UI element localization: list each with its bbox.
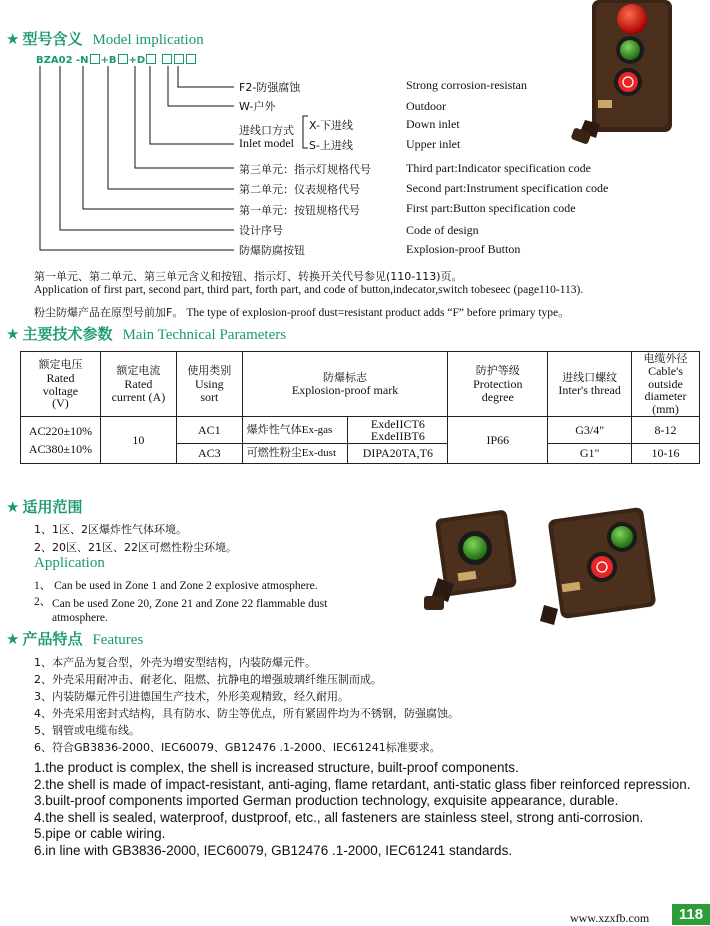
header-cell: 额定电流 Rated current (A) bbox=[100, 352, 176, 417]
star-icon: ★ bbox=[6, 630, 20, 648]
header-cell: 防爆标志 Explosion-proof mark bbox=[242, 352, 448, 417]
mark-dust-cell: DIPA20TA,T6 bbox=[348, 444, 448, 464]
feature-en-item: 5.pipe or cable wiring. bbox=[34, 826, 166, 841]
inlet-en: Inlet model bbox=[239, 136, 294, 150]
feature-cn-item: 4、外壳采用密封式结构，具有防水、防尘等优点，所有紧固件均为不锈钢，防强腐蚀。 bbox=[34, 707, 459, 720]
sort-cell: AC3 bbox=[176, 444, 242, 464]
model-item-cn: 防爆防腐按钮 bbox=[239, 244, 305, 257]
feature-en-item: 6.in line with GB3836-2000, IEC60079, GB12476 .1-2000, IEC61241 standards. bbox=[34, 842, 513, 858]
model-item-cn: X-下进线 bbox=[309, 119, 353, 132]
mark-gas-label: 爆炸性气体Ex-gas bbox=[242, 417, 348, 444]
feature-cn-item: 3、内装防爆元件引进德国生产技术，外形美观精致，经久耐用。 bbox=[34, 690, 349, 703]
model-bracket-lines bbox=[0, 60, 240, 260]
mark-gas-cell: ExdeIICT6 ExdeIIBT6 bbox=[348, 417, 448, 444]
thread-cell: G3/4" bbox=[548, 417, 632, 444]
feature-cn-item: 1、本产品为复合型，外壳为增安型结构，内装防爆元件。 bbox=[34, 656, 316, 669]
application-cn-item: 1、1区、2区爆炸性气体环境。 bbox=[34, 523, 187, 536]
thread-cell: G1" bbox=[548, 444, 632, 464]
feature-en-item: 1.the product is complex, the shell is increased structure, built-proof components. bbox=[34, 760, 519, 775]
model-item-en: Third part:Indicator specification code bbox=[406, 161, 591, 175]
model-item-en: Down inlet bbox=[406, 117, 460, 131]
feature-cn-item: 5、钢管或电缆布线。 bbox=[34, 724, 140, 737]
features-heading: ★ 产品特点 Features bbox=[6, 630, 144, 648]
feature-en-item: 3.built-proof components imported German production technology, exquisite appearance, durable. bbox=[34, 793, 619, 808]
header-cell: 使用类别 Using sort bbox=[176, 352, 242, 417]
feature-cn-item: 2、外壳采用耐冲击、耐老化、阻燃、抗静电的增强玻璃纤维压制而成。 bbox=[34, 673, 382, 686]
application-cn-item: 2、20区、21区、22区可燃性粉尘环境。 bbox=[34, 541, 237, 554]
cable-cell: 8-12 bbox=[632, 417, 700, 444]
model-item-en: First part:Button specification code bbox=[406, 201, 576, 215]
model-heading: ★ 型号含义 Model implication bbox=[6, 30, 204, 48]
params-heading: ★ 主要技术参数 Main Technical Parameters bbox=[6, 325, 287, 343]
model-item-en: Outdoor bbox=[406, 99, 446, 113]
header-cell: 防护等级 Protection degree bbox=[448, 352, 548, 417]
voltage-cell: AC220±10% AC380±10% bbox=[21, 417, 101, 464]
product-image-single-button bbox=[420, 510, 520, 620]
inlet-cn: 进线口方式 bbox=[239, 124, 294, 137]
application-en-item: 1、 Can be used in Zone 1 and Zone 2 explosive atmosphere. bbox=[34, 580, 318, 592]
feature-en-item: 2.the shell is made of impact-resistant, anti-aging, flame retardant, anti-static glass fiber reinforced repression. bbox=[34, 776, 691, 792]
note-en: Application of first part, second part, third part, forth part, and code of button,indecator,switch tobeseec (page110-113). bbox=[34, 284, 584, 296]
sort-cell: AC1 bbox=[176, 417, 242, 444]
model-item-cn: 第二单元：仪表规格代号 bbox=[239, 183, 360, 196]
mark-dust-label: 可燃性粉尘Ex-dust bbox=[242, 444, 348, 464]
model-item-cn: 第三单元：指示灯规格代号 bbox=[239, 163, 371, 176]
page-number: 118 bbox=[672, 904, 710, 925]
features-en-list bbox=[34, 760, 706, 859]
model-item-en: Strong corrosion-resistan bbox=[406, 78, 527, 92]
model-item-en: Code of design bbox=[406, 223, 479, 237]
protection-cell: IP66 bbox=[448, 417, 548, 464]
table-header-row bbox=[21, 352, 700, 417]
model-item-cn: S-上进线 bbox=[309, 139, 353, 152]
header-cell: 额定电压 Rated voltage (V) bbox=[21, 352, 101, 417]
footer-url: www.xzxfb.com bbox=[570, 911, 650, 925]
application-heading: ★ 适用范围 bbox=[6, 498, 83, 516]
note2-en: The type of explosion-proof dust=resistant product adds “F” before primary type。 bbox=[186, 307, 570, 319]
model-item-cn: 第一单元：按钮规格代号 bbox=[239, 204, 360, 217]
note2-cn: 粉尘防爆产品在原型号前加F。 bbox=[34, 306, 184, 319]
current-cell: 10 bbox=[100, 417, 176, 464]
model-item-cn: F2-防强腐蚀 bbox=[239, 81, 301, 94]
header-cell: 电缆外径 Cable's outside diameter (mm) bbox=[632, 352, 700, 417]
star-icon: ★ bbox=[6, 498, 20, 516]
model-code: BZA02 -N +B +D bbox=[36, 54, 197, 66]
model-item-en: Upper inlet bbox=[406, 137, 461, 151]
star-icon: ★ bbox=[6, 325, 20, 343]
header-cell: 进线口螺纹 Inter's thread bbox=[548, 352, 632, 417]
star-icon: ★ bbox=[6, 30, 20, 48]
product-image-double-button bbox=[540, 505, 660, 635]
table-row bbox=[21, 417, 700, 444]
cable-cell: 10-16 bbox=[632, 444, 700, 464]
application-heading-en: Application bbox=[34, 555, 105, 571]
model-item-cn: W-户外 bbox=[239, 100, 276, 113]
parameters-table bbox=[20, 351, 700, 464]
note2-row bbox=[34, 301, 570, 320]
application-en-item: Can be used Zone 20, Zone 21 and Zone 22 flammable dust atmosphere. bbox=[52, 598, 328, 624]
feature-cn-item: 6、符合GB3836-2000、IEC60079、GB12476 .1-2000、IEC61241标准要求。 bbox=[34, 741, 441, 754]
model-item-en: Second part:Instrument specification code bbox=[406, 181, 609, 195]
product-image-three-button bbox=[570, 0, 680, 160]
model-item-cn: 设计序号 bbox=[239, 224, 283, 237]
application-en-num: 2、 bbox=[34, 596, 52, 608]
model-item-en: Explosion-proof Button bbox=[406, 242, 521, 256]
note-cn: 第一单元、第二单元、第三单元含义和按钮、指示灯、转换开关代号参见(110-113)页。 bbox=[34, 270, 463, 283]
feature-en-item: 4.the shell is sealed, waterproof, dustproof, etc., all fasteners are stainless steel, strong anti-corrosion. bbox=[34, 809, 644, 825]
